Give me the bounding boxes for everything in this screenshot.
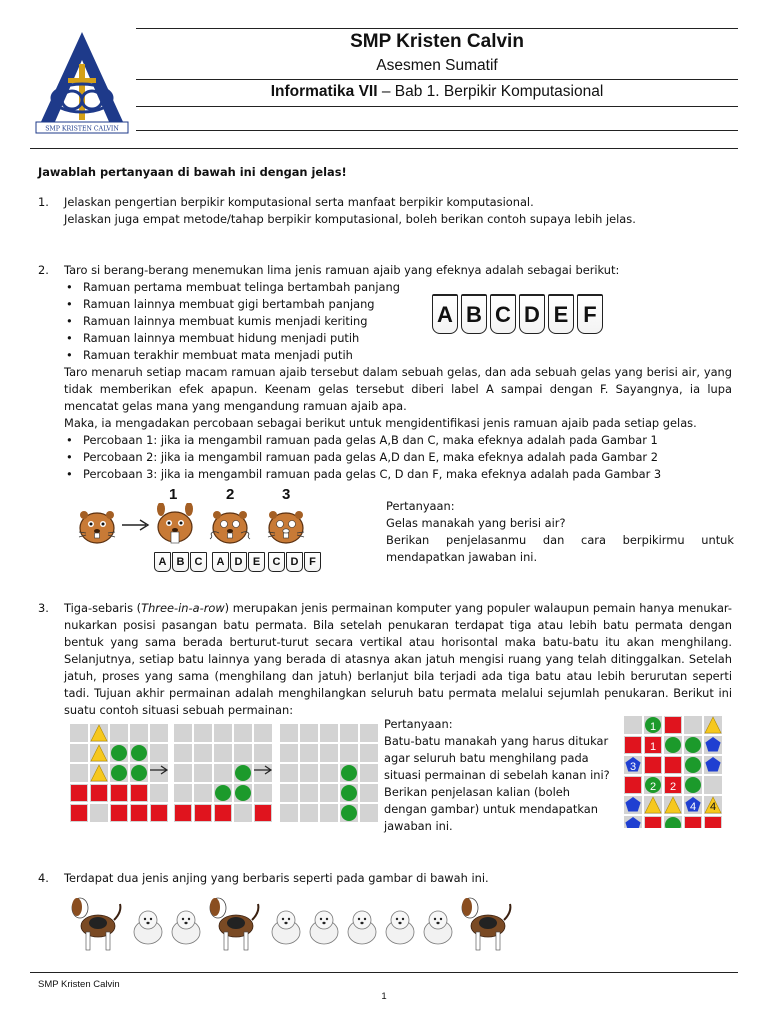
red-square-gem (91, 785, 107, 801)
green-circle-gem (235, 785, 251, 801)
board-cell (300, 724, 318, 742)
board-cell (174, 784, 192, 802)
small-white-dog-image (348, 911, 376, 944)
dog-row-image (66, 886, 516, 956)
green-circle-gem (235, 765, 251, 781)
green-circle-gem (111, 765, 127, 781)
beagle-dog-image (462, 898, 510, 950)
q2-para1: Taro menaruh setiap macam ramuan ajaib tersebut dalam sebuah gelas, dan ada sebuah gelas yang berisi air, yang tidak memberikan efek apapun. Keenam gelas tersebut diberi label A sampai dengan F. Sayangnya, ia lupa mencatat gelas mana yang mengandung ramuan ajaib apa. (64, 365, 732, 413)
footer-school: SMP Kristen Calvin (38, 979, 120, 990)
beagle-dog-image (210, 898, 258, 950)
board-cell (194, 784, 212, 802)
board-cell (174, 764, 192, 782)
beaver-figure-2-image (208, 506, 252, 546)
board-cell (704, 776, 722, 794)
gem-number-label: 4 (689, 801, 697, 813)
cup-small: B (172, 552, 189, 572)
board-cell (360, 724, 378, 742)
red-square-gem (111, 805, 127, 821)
small-white-dog-image (172, 911, 200, 944)
q2-intro: Taro si berang-berang menemukan lima jenis ramuan ajaib yang efeknya adalah sebagai berikut: (64, 263, 620, 277)
q2-question (386, 498, 734, 566)
q3-question-line: situasi permainan di sebelah kanan ini? (384, 768, 610, 782)
green-circle-gem (685, 757, 701, 773)
red-square-gem (151, 805, 167, 821)
beaver-figure-3-image (264, 506, 308, 546)
q2-number: 2. (38, 263, 49, 277)
q3-question-line: dengan gambar) untuk mendapatkan (384, 802, 598, 816)
figure-number: 3 (282, 486, 291, 503)
red-square-gem (685, 817, 701, 828)
instruction: Jawablah pertanyaan di bawah ini dengan jelas! (38, 165, 347, 179)
cup-small: C (190, 552, 207, 572)
red-square-gem (645, 817, 661, 828)
red-square-gem (625, 737, 641, 753)
gem-number-label: 1 (649, 721, 657, 733)
board-cell (234, 804, 252, 822)
green-circle-gem (341, 785, 357, 801)
board-cell (174, 744, 192, 762)
small-white-dog-image (310, 911, 338, 944)
header-rule-mid (136, 79, 738, 80)
cup-group-2 (212, 552, 265, 572)
green-circle-gem (131, 745, 147, 761)
red-square-gem (131, 785, 147, 801)
q3-number: 3. (38, 601, 49, 615)
board-cell (280, 724, 298, 742)
small-white-dog-image (272, 911, 300, 944)
board-cell (360, 804, 378, 822)
green-circle-gem (341, 805, 357, 821)
gem-number-label: 1 (649, 741, 657, 753)
q3-question-line: Berikan penjelasan kalian (boleh (384, 785, 570, 799)
beaver-figure-1-image (152, 503, 198, 547)
board-cell (360, 764, 378, 782)
board-cell (194, 764, 212, 782)
cup-f: F (577, 294, 603, 334)
board-cell (150, 764, 168, 782)
small-white-dog-image (424, 911, 452, 944)
board-cell (150, 724, 168, 742)
beagle-dog-image (72, 898, 120, 950)
gem-board-sequence (66, 722, 380, 832)
header-rule-line2 (136, 130, 738, 131)
board-cell (624, 716, 642, 734)
board-cell (70, 744, 88, 762)
board-cell (340, 744, 358, 762)
q4-number: 4. (38, 871, 49, 885)
cup-e: E (548, 294, 574, 334)
board-cell (254, 784, 272, 802)
board-cell (110, 724, 128, 742)
q3-question-line: jawaban ini. (384, 819, 453, 833)
svg-text:SMP KRISTEN CALVIN: SMP KRISTEN CALVIN (45, 125, 119, 133)
school-logo (32, 30, 132, 134)
q3-question-line: Batu-batu manakah yang harus ditukar (384, 734, 609, 748)
q3-question-line: agar seluruh batu menghilang pada (384, 751, 589, 765)
board-cell (150, 744, 168, 762)
board-cell (214, 764, 232, 782)
board-cell (340, 724, 358, 742)
gem-board-puzzle (624, 716, 728, 828)
gem-number-label: 2 (669, 781, 677, 793)
board-cell (214, 724, 232, 742)
green-circle-gem (665, 737, 681, 753)
green-circle-gem (215, 785, 231, 801)
figure-number: 2 (226, 486, 235, 503)
green-circle-gem (111, 745, 127, 761)
cup-a: A (432, 294, 458, 334)
red-square-gem (131, 805, 147, 821)
q1-number: 1. (38, 195, 49, 209)
q2-question-text: Gelas manakah yang berisi air? (386, 516, 566, 530)
board-cell (280, 764, 298, 782)
red-square-gem (71, 785, 87, 801)
cup-c: C (490, 294, 516, 334)
page-number: 1 (381, 991, 387, 1002)
gem-number-label: 3 (629, 761, 637, 773)
board-cell (320, 784, 338, 802)
green-circle-gem (685, 737, 701, 753)
school-name: SMP Kristen Calvin (350, 31, 524, 52)
cup-b: B (461, 294, 487, 334)
arrow-icon (120, 518, 152, 532)
board-cell (320, 804, 338, 822)
board-cell (150, 784, 168, 802)
cup-small: D (230, 552, 247, 572)
q1-line1: Jelaskan pengertian berpikir komputasional serta manfaat berpikir komputasional. (64, 195, 534, 209)
red-square-gem (665, 717, 681, 733)
board-cell (214, 744, 232, 762)
red-square-gem (215, 805, 231, 821)
q3-question (384, 716, 624, 835)
cup-group-3 (268, 552, 321, 572)
subject-title: Informatika VII – Bab 1. Berpikir Komputasional (270, 83, 604, 100)
gem-number-label: 4 (709, 801, 717, 813)
red-square-gem (645, 757, 661, 773)
green-circle-gem (685, 777, 701, 793)
red-square-gem (195, 805, 211, 821)
header-rule-top (136, 28, 738, 29)
q2-para2: Maka, ia mengadakan percobaan sebagai berikut untuk mengidentifikasi jenis ramuan ajaib pada setiap gelas. (64, 416, 697, 430)
board-cell (360, 784, 378, 802)
figure-number: 1 (169, 486, 178, 503)
red-square-gem (665, 757, 681, 773)
board-cell (320, 744, 338, 762)
red-square-gem (255, 805, 271, 821)
cup-small: F (304, 552, 321, 572)
board-cell (194, 744, 212, 762)
board-cell (70, 724, 88, 742)
board-cell (130, 724, 148, 742)
green-circle-gem (341, 765, 357, 781)
board-cell (300, 764, 318, 782)
board-cell (254, 744, 272, 762)
q1-line2: Jelaskan juga empat metode/tahap berpikir komputasional, boleh berikan contoh supaya lebih jelas. (64, 212, 636, 226)
q2-question-label: Pertanyaan: (386, 499, 455, 513)
board-cell (194, 724, 212, 742)
red-square-gem (705, 817, 721, 828)
board-cell (300, 784, 318, 802)
red-square-gem (111, 785, 127, 801)
red-square-gem (625, 777, 641, 793)
board-cell (174, 724, 192, 742)
footer-rule (30, 972, 738, 973)
cup-small: A (154, 552, 171, 572)
board-cell (254, 724, 272, 742)
board-cell (234, 724, 252, 742)
board-cell (320, 764, 338, 782)
cup-small: E (248, 552, 265, 572)
board-cell (320, 724, 338, 742)
cup-d: D (519, 294, 545, 334)
board-cell (280, 804, 298, 822)
q4-text: Terdapat dua jenis anjing yang berbaris seperti pada gambar di bawah ini. (64, 871, 489, 885)
board-cell (280, 744, 298, 762)
board-cell (300, 804, 318, 822)
beaver-original-image (76, 506, 118, 546)
cup-small: A (212, 552, 229, 572)
board-cell (90, 804, 108, 822)
cup-group-1 (154, 552, 207, 572)
red-square-gem (175, 805, 191, 821)
small-white-dog-image (134, 911, 162, 944)
q3-paragraph: Tiga-sebaris (Three-in-a-row) merupakan jenis permainan komputer yang populer walaupun pemain hanya menukar-nukarkan posisi pasangan batu permata. Bila setelah penukaran terdapat tiga atau lebih batu permata dengan bentuk yang sama berada berturut-turut secara vertikal atau horisontal maka batu-batu itu akan menghilang. Selanjutnya, setiap batu lainnya yang berada di atasnya akan jatuh mengisi ruang yang telah ditinggalkan. Setelah jatuh, proses yang sama (menghilang dan jatuh) berlanjut bila terjadi ada tiga batu atau lebih berurutan seperti tadi. Tujuan akhir permainan adalah menghilangkan seluruh batu permata melalui sejumlah penukaran. Berikut ini suatu contoh situasi sebuah permainan: (64, 601, 732, 717)
q2-explain: Berikan penjelasanmu dan cara berpikirmu untuk mendapatkan jawaban ini. (386, 533, 734, 564)
q3-question-label: Pertanyaan: (384, 717, 453, 731)
board-cell (234, 744, 252, 762)
header-rule-bottom (30, 148, 738, 149)
gem-number-label: 2 (649, 781, 657, 793)
red-square-gem (71, 805, 87, 821)
header-rule-line1 (136, 106, 738, 107)
board-cell (360, 744, 378, 762)
cup-small: D (286, 552, 303, 572)
board-cell (300, 744, 318, 762)
cup-small: C (268, 552, 285, 572)
board-cell (684, 716, 702, 734)
board-cell (254, 764, 272, 782)
board-cell (70, 764, 88, 782)
assessment-title: Asesmen Sumatif (376, 57, 498, 74)
small-white-dog-image (386, 911, 414, 944)
green-circle-gem (131, 765, 147, 781)
cup-row-large (432, 294, 603, 334)
board-cell (280, 784, 298, 802)
